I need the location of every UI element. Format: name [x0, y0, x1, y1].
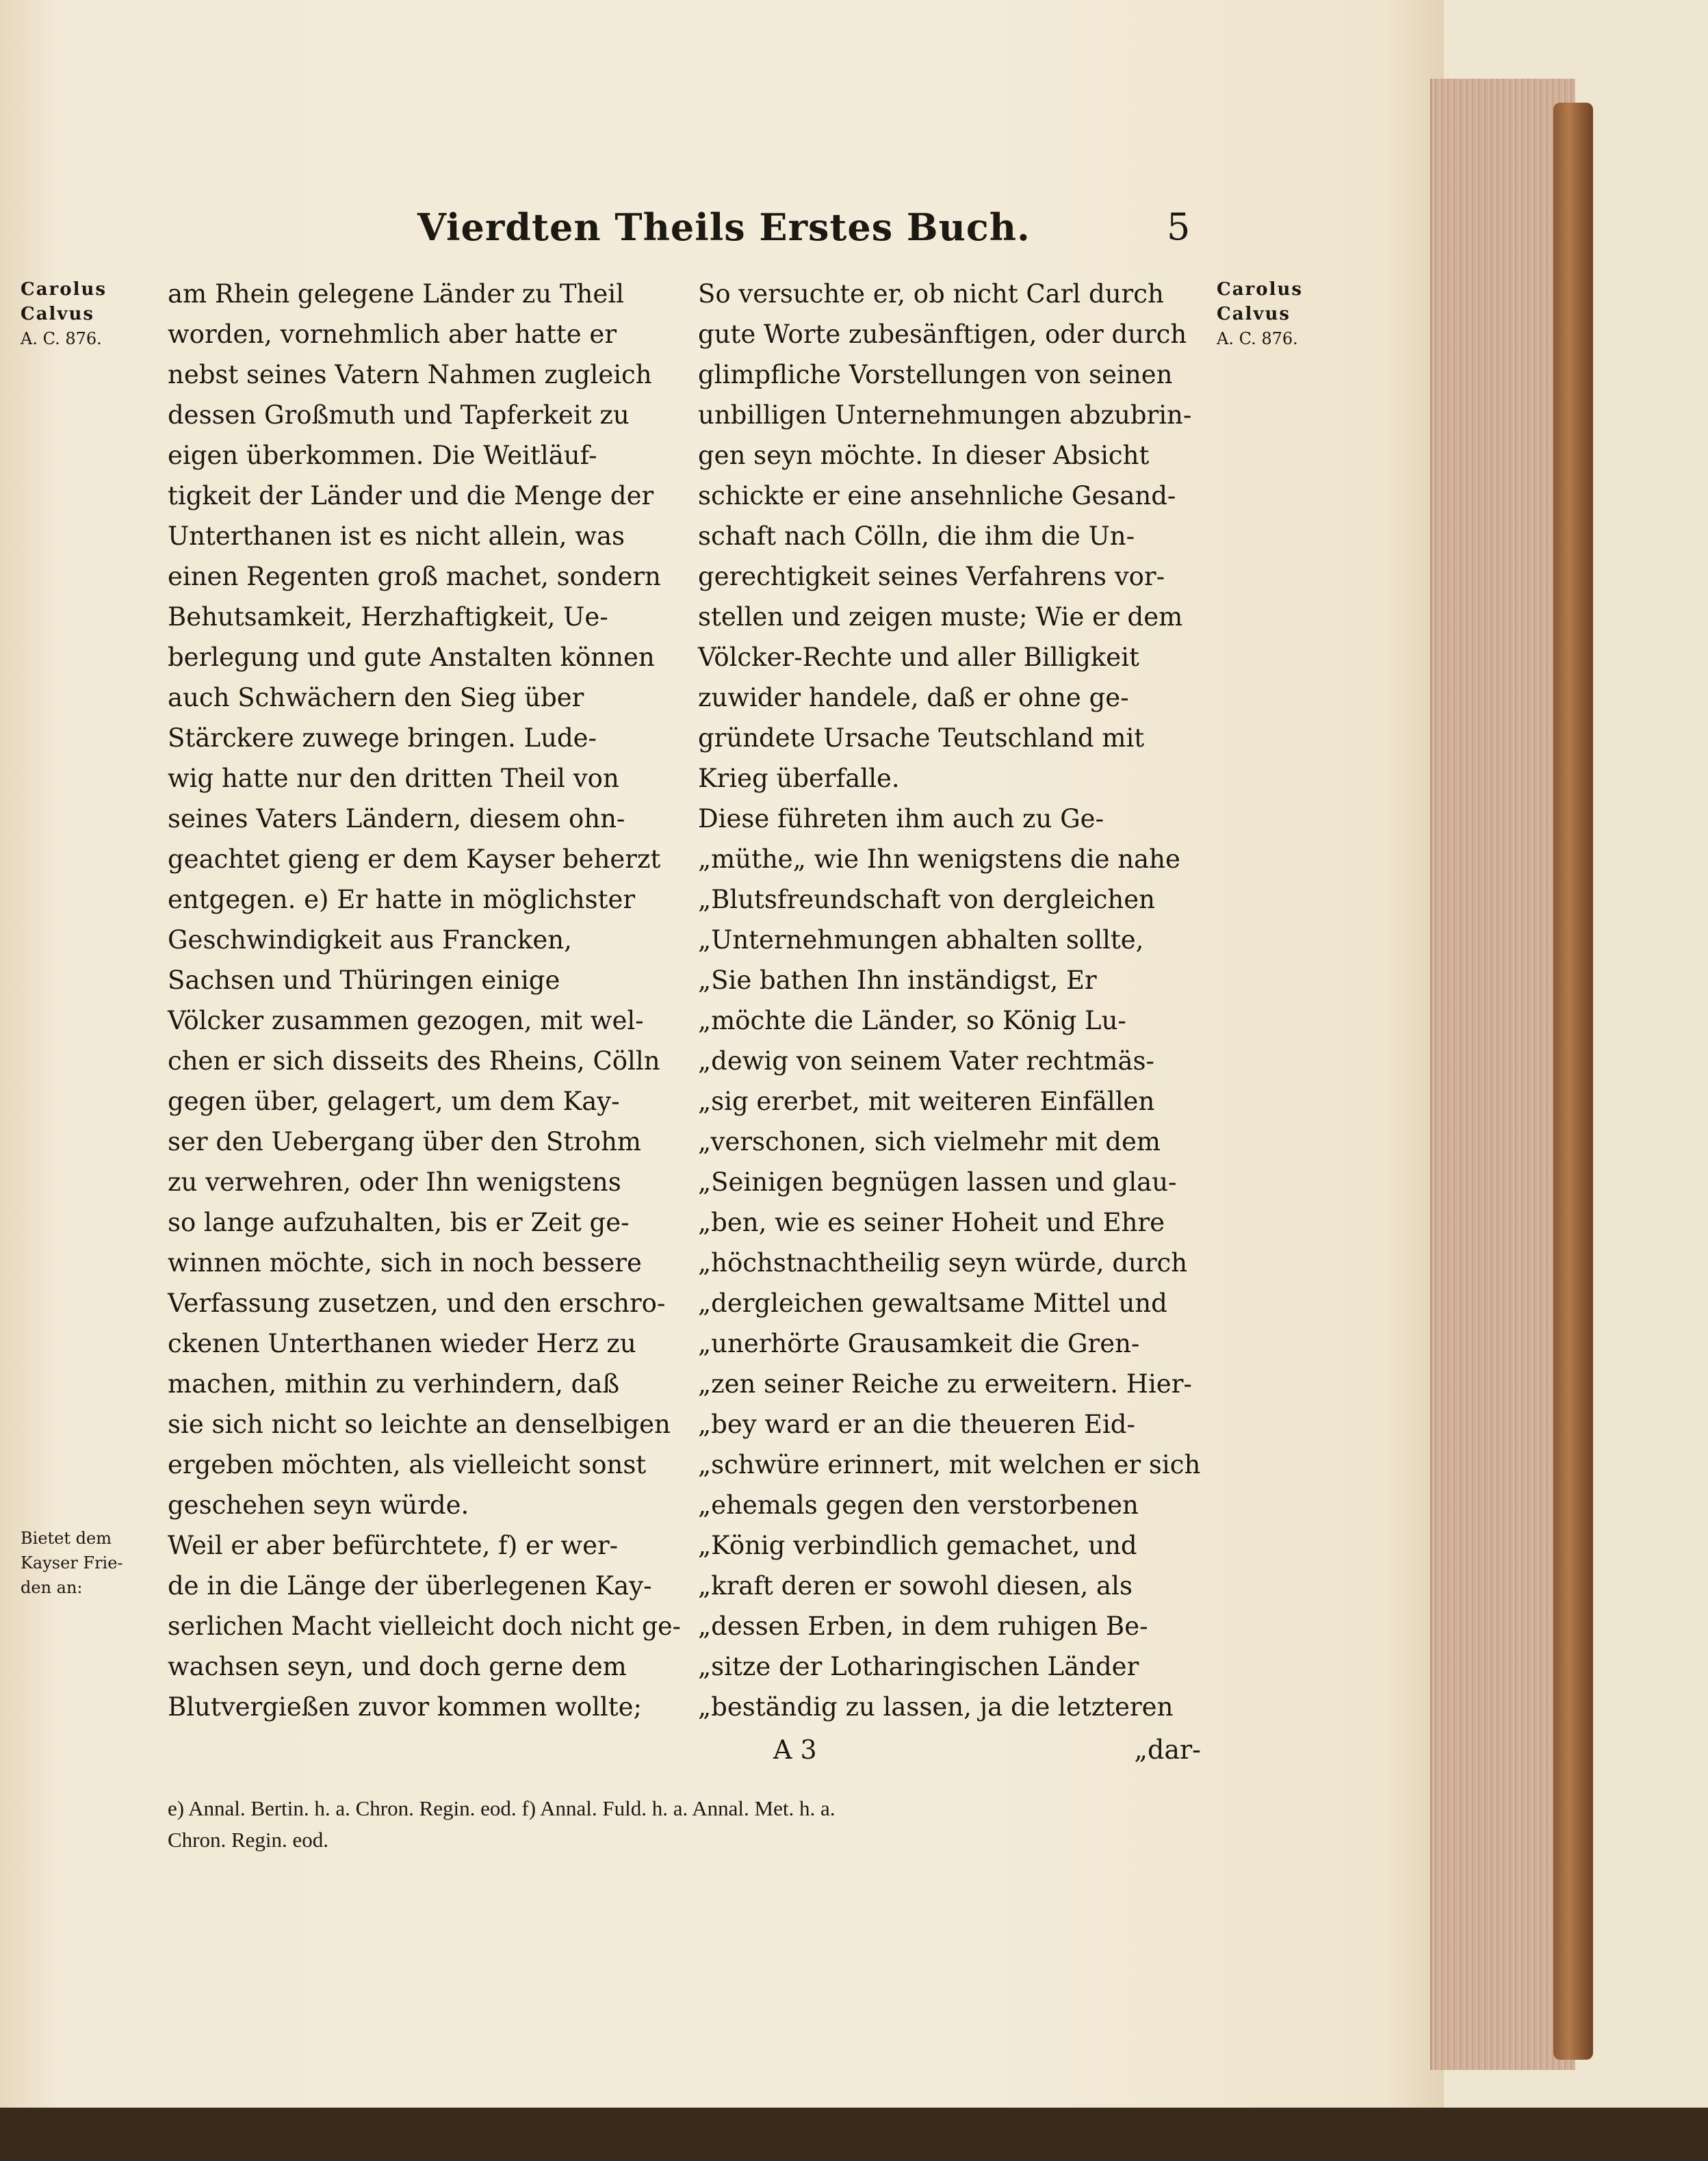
signature-mark: A 3 — [773, 1735, 817, 1765]
text-line: „zen seiner Reiche zu erweitern. Hier- — [698, 1369, 1192, 1399]
text-line: unbilligen Unternehmungen abzubrin- — [698, 400, 1192, 430]
text-line: machen, mithin zu verhindern, daß — [168, 1369, 620, 1399]
book-binding — [1553, 103, 1593, 2060]
text-line: dessen Großmuth und Tapferkeit zu — [168, 400, 630, 430]
margin-note-right-top — [1217, 277, 1303, 351]
text-line: Weil er aber befürchtete, f) er wer- — [168, 1531, 619, 1560]
text-line: „schwüre erinnert, mit welchen er sich — [698, 1450, 1201, 1479]
text-line: „müthe„ wie Ihn wenigstens die nahe — [698, 844, 1180, 874]
text-line: „ehemals gegen den verstorbenen — [698, 1490, 1139, 1520]
text-line: Krieg überfalle. — [698, 764, 900, 793]
text-line: sie sich nicht so leichte an denselbigen — [168, 1410, 671, 1439]
text-line: so lange aufzuhalten, bis er Zeit ge- — [168, 1208, 630, 1237]
text-line: gen seyn möchte. In dieser Absicht — [698, 441, 1150, 470]
text-line: Verfassung zusetzen, und den erschro- — [168, 1289, 666, 1318]
text-line: schickte er eine ansehnliche Gesand- — [698, 481, 1176, 510]
margin-note-line: Bietet dem — [21, 1529, 112, 1548]
text-line: „Blutsfreundschaft von dergleichen — [698, 885, 1155, 914]
text-line: stellen und zeigen muste; Wie er dem — [698, 602, 1183, 632]
text-line: worden, vornehmlich aber hatte er — [168, 320, 617, 349]
text-line: Völcker-Rechte und aller Billigkeit — [698, 643, 1139, 672]
text-line: „beständig zu lassen, ja die letzteren — [698, 1692, 1174, 1722]
text-line: „sig ererbet, mit weiteren Einfällen — [698, 1087, 1155, 1116]
margin-note-line: A. C. 876. — [1217, 329, 1298, 348]
margin-note-left-top — [21, 277, 107, 351]
text-line: „bey ward er an die theueren Eid- — [698, 1410, 1135, 1439]
text-line: entgegen. e) Er hatte in möglichster — [168, 885, 636, 914]
text-line: auch Schwächern den Sieg über — [168, 683, 584, 712]
text-line: zu verwehren, oder Ihn wenigstens — [168, 1167, 621, 1197]
footnotes — [168, 1793, 1201, 1856]
text-line: „verschonen, sich vielmehr mit dem — [698, 1127, 1161, 1156]
text-line: „dessen Erben, in dem ruhigen Be- — [698, 1612, 1148, 1641]
margin-note-line: Carolus — [21, 279, 107, 300]
text-line: Völcker zusammen gezogen, mit wel- — [168, 1006, 644, 1035]
text-line: geachtet gieng er dem Kayser beherzt — [168, 844, 661, 874]
text-line: „dergleichen gewaltsame Mittel und — [698, 1289, 1167, 1318]
text-line: Unterthanen ist es nicht allein, was — [168, 521, 625, 551]
text-line: ser den Uebergang über den Strohm — [168, 1127, 641, 1156]
text-line: berlegung und gute Anstalten können — [168, 643, 655, 672]
margin-note-line: A. C. 876. — [21, 329, 102, 348]
text-line: „ben, wie es seiner Hoheit und Ehre — [698, 1208, 1165, 1237]
text-line: Diese führeten ihm auch zu Ge- — [698, 804, 1104, 833]
text-line: „König verbindlich gemachet, und — [698, 1531, 1137, 1560]
text-line: „Unternehmungen abhalten sollte, — [698, 925, 1144, 955]
page-header — [0, 205, 1708, 260]
text-line: „Sie bathen Ihn inständigst, Er — [698, 966, 1097, 995]
text-line: chen er sich disseits des Rheins, Cölln — [168, 1046, 660, 1076]
text-line: Blutvergießen zuvor kommen wollte; — [168, 1692, 642, 1722]
text-line: nebst seines Vatern Nahmen zugleich — [168, 360, 652, 389]
margin-note-left-mid — [21, 1526, 123, 1600]
text-line: „sitze der Lotharingischen Länder — [698, 1652, 1139, 1681]
text-line: am Rhein gelegene Länder zu Theil — [168, 279, 624, 309]
margin-note-line: den an: — [21, 1578, 83, 1597]
text-line: tigkeit der Länder und die Menge der — [168, 481, 654, 510]
text-line: winnen möchte, sich in noch bessere — [168, 1248, 642, 1278]
text-line: „höchstnachtheilig seyn würde, durch — [698, 1248, 1188, 1278]
text-line: „unerhörte Grausamkeit die Gren- — [698, 1329, 1140, 1358]
text-line: Geschwindigkeit aus Francken, — [168, 925, 572, 955]
text-line: ckenen Unterthanen wieder Herz zu — [168, 1329, 636, 1358]
margin-note-line: Carolus — [1217, 279, 1303, 300]
text-line: gerechtigkeit seines Verfahrens vor- — [698, 562, 1165, 591]
text-line: „Seinigen begnügen lassen und glau- — [698, 1167, 1177, 1197]
text-line: Behutsamkeit, Herzhaftigkeit, Ue- — [168, 602, 608, 632]
text-line: So versuchte er, ob nicht Carl durch — [698, 279, 1164, 309]
text-line: schaft nach Cölln, die ihm die Un- — [698, 521, 1135, 551]
text-line: „dewig von seinem Vater rechtmäs- — [698, 1046, 1154, 1076]
text-line: serlichen Macht vielleicht doch nicht ge- — [168, 1612, 681, 1641]
page-number: 5 — [1167, 205, 1191, 248]
text-line: zuwider handele, daß er ohne ge- — [698, 683, 1129, 712]
text-line: de in die Länge der überlegenen Kay- — [168, 1571, 652, 1601]
text-line: Sachsen und Thüringen einige — [168, 966, 560, 995]
text-line: Chron. Regin. eod. — [168, 1828, 329, 1852]
catchword: „dar- — [1134, 1735, 1201, 1765]
text-line: Stärckere zuwege bringen. Lude- — [168, 723, 597, 753]
margin-note-line: Calvus — [1217, 304, 1291, 324]
text-line: glimpfliche Vorstellungen von seinen — [698, 360, 1173, 389]
text-line: ergeben möchten, als vielleicht sonst — [168, 1450, 647, 1479]
text-line: geschehen seyn würde. — [168, 1490, 469, 1520]
text-line: einen Regenten groß machet, sondern — [168, 562, 661, 591]
text-line: wig hatte nur den dritten Theil von — [168, 764, 619, 793]
right-column — [698, 274, 1201, 1727]
text-line: e) Annal. Bertin. h. a. Chron. Regin. eod. f) Annal. Fuld. h. a. Annal. Met. h. a. — [168, 1796, 836, 1820]
page-foot-line — [698, 1735, 1201, 1773]
text-line: gründete Ursache Teutschland mit — [698, 723, 1145, 753]
margin-note-line: Calvus — [21, 304, 95, 324]
margin-note-line: Kayser Frie- — [21, 1553, 123, 1573]
text-line: „kraft deren er sowohl diesen, als — [698, 1571, 1133, 1601]
text-line: wachsen seyn, und doch gerne dem — [168, 1652, 627, 1681]
text-line: seines Vaters Ländern, diesem ohn- — [168, 804, 625, 833]
running-title: Vierdten Theils Erstes Buch. — [417, 205, 1031, 249]
text-line: eigen überkommen. Die Weitläuf- — [168, 441, 597, 470]
left-column — [168, 274, 681, 1727]
text-line: gegen über, gelagert, um dem Kay- — [168, 1087, 620, 1116]
text-line: gute Worte zubesänftigen, oder durch — [698, 320, 1187, 349]
text-line: „möchte die Länder, so König Lu- — [698, 1006, 1126, 1035]
bottom-strip — [0, 2108, 1708, 2161]
